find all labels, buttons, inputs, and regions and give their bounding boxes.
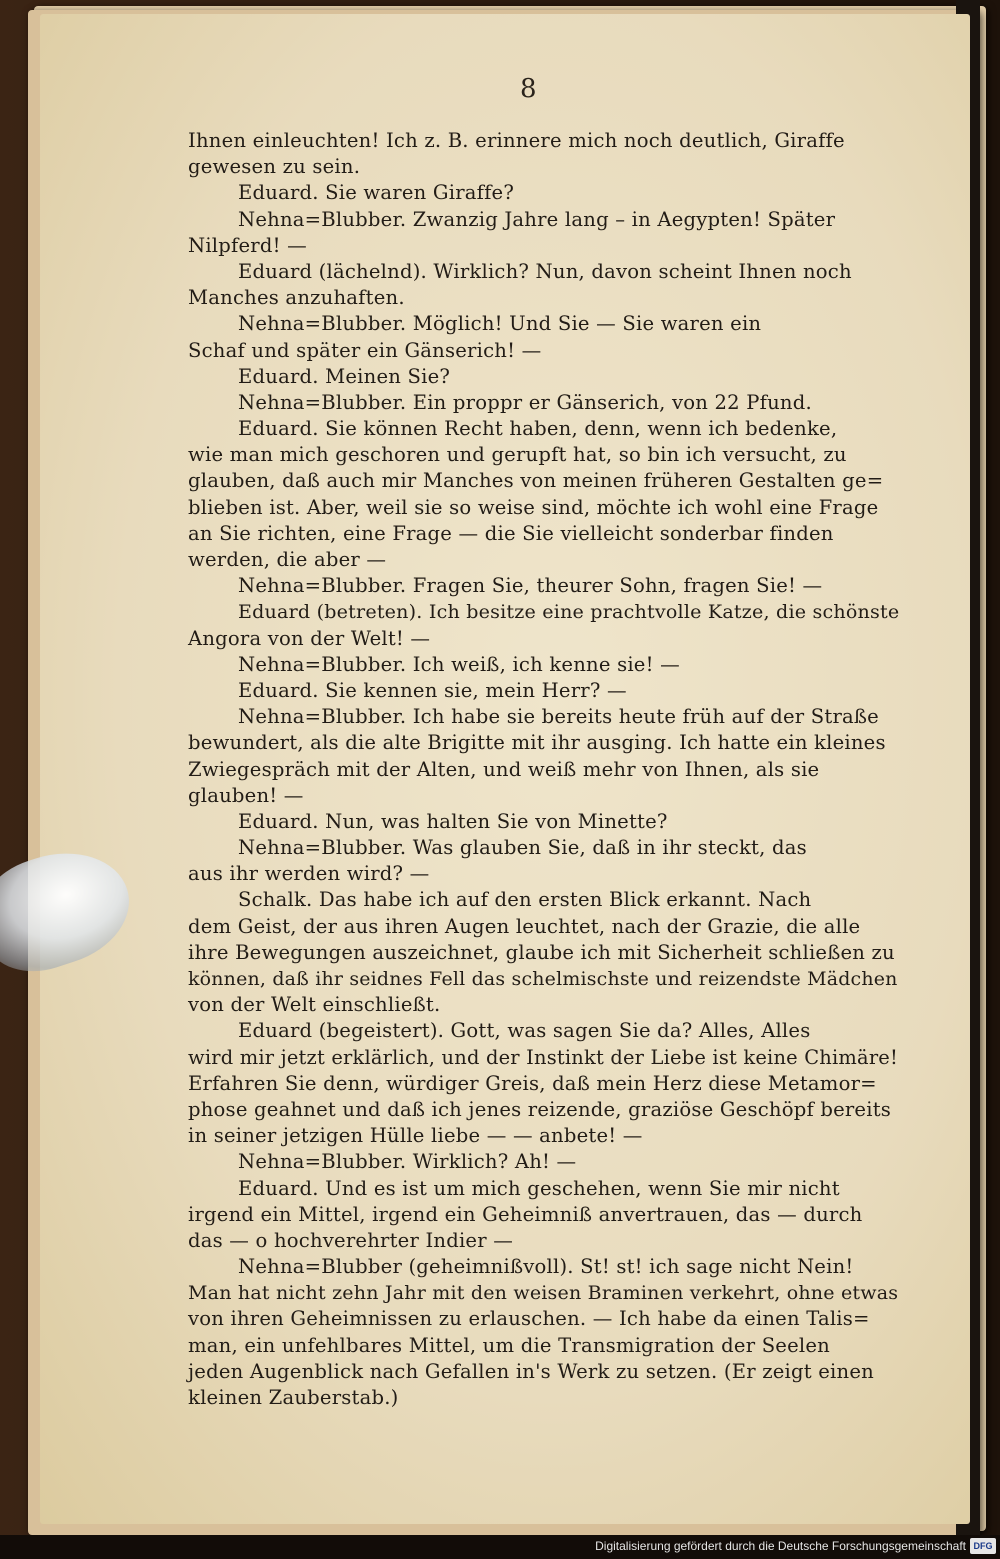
text-line: gewesen zu sein. [188, 155, 361, 179]
text-line: dem Geist, der aus ihren Augen leuchtet, nach der Grazie, die alle [188, 914, 861, 938]
text-line: Eduard. Sie waren Giraffe? [238, 181, 515, 205]
page-number: 8 [520, 74, 537, 104]
text-line: irgend ein Mittel, irgend ein Geheimniß anvertrauen, das — durch [188, 1202, 863, 1226]
text-line: Eduard (begeistert). Gott, was sagen Sie da? Alles, Alles [238, 1019, 811, 1043]
text-line: Nehna=Blubber. Fragen Sie, theurer Sohn, fragen Sie! — [238, 574, 823, 598]
text-line: phose geahnet und daß ich jenes reizende, graziöse Geschöpf bereits [188, 1097, 892, 1121]
text-line: Eduard (betreten). Ich besitze eine prachtvolle Katze, die schönste [238, 601, 900, 624]
text-line: Schaf und später ein Gänserich! — [188, 338, 542, 362]
text-line: Zwiegespräch mit der Alten, und weiß mehr von Ihnen, als sie [188, 757, 820, 781]
text-line: Erfahren Sie denn, würdiger Greis, daß mein Herz diese Metamor= [188, 1071, 877, 1095]
text-line: Nehna=Blubber. Zwanzig Jahre lang – in Aegypten! Später [238, 207, 836, 231]
text-line: kleinen Zauberstab.) [188, 1386, 399, 1409]
text-line: Eduard (lächelnd). Wirklich? Nun, davon scheint Ihnen noch [238, 259, 852, 283]
text-line: wird mir jetzt erklärlich, und der Instinkt der Liebe ist keine Chimäre! [188, 1045, 899, 1069]
text-line: Nehna=Blubber. Wirklich? Ah! — [238, 1150, 577, 1174]
text-line: glauben! — [188, 783, 304, 807]
text-line: Nehna=Blubber (geheimnißvoll). St! st! ich sage nicht Nein! [238, 1255, 854, 1279]
text-line: Eduard. Sie können Recht haben, denn, wenn ich bedenke, [238, 417, 838, 441]
funding-credit: Digitalisierung gefördert durch die Deutsche Forschungsgemeinschaft [595, 1539, 966, 1553]
text-line: können, daß ihr seidnes Fell das schelmischste und reizendste Mädchen [188, 968, 898, 990]
text-line: von der Welt einschließt. [188, 993, 441, 1017]
text-line: Nilpferd! — [188, 233, 307, 257]
text-line: Ihnen einleuchten! Ich z. B. erinnere mich noch deutlich, Giraffe [188, 129, 845, 152]
text-line: Eduard. Und es ist um mich geschehen, wenn Sie mir nicht [238, 1176, 840, 1200]
text-line: blieben ist. Aber, weil sie so weise sind, möchte ich wohl eine Frage [188, 495, 879, 519]
text-line: ihre Bewegungen auszeichnet, glaube ich mit Sicherheit schließen zu [188, 940, 895, 964]
text-line: in seiner jetzigen Hülle liebe — — anbete! — [188, 1124, 643, 1148]
text-line: man, ein unfehlbares Mittel, um die Transmigration der Seelen [188, 1333, 830, 1357]
text-line: Nehna=Blubber. Möglich! Und Sie — Sie waren ein [238, 312, 762, 336]
text-line: Nehna=Blubber. Was glauben Sie, daß in ihr steckt, das [238, 836, 807, 860]
text-line: werden, die aber — [188, 548, 387, 571]
text-line: Manches anzuhaften. [188, 286, 405, 310]
text-line: Nehna=Blubber. Ich weiß, ich kenne sie! — [238, 652, 680, 676]
text-line: Nehna=Blubber. Ein proppr er Gänserich, von 22 Pfund. [238, 390, 812, 414]
text-line: jeden Augenblick nach Gefallen in's Werk zu setzen. (Er zeigt einen [188, 1359, 874, 1383]
text-line: Nehna=Blubber. Ich habe sie bereits heute früh auf der Straße [238, 705, 879, 729]
text-line: Angora von der Welt! — [188, 626, 431, 650]
text-line: an Sie richten, eine Frage — die Sie vielleicht sonderbar finden [188, 521, 834, 545]
text-line: Eduard. Nun, was halten Sie von Minette? [238, 809, 668, 833]
footer-bar [0, 1535, 1000, 1559]
text-line: Man hat nicht zehn Jahr mit den weisen Braminen verkehrt, ohne etwas [188, 1282, 899, 1305]
text-line: glauben, daß auch mir Manches von meinen früheren Gestalten ge= [188, 469, 884, 493]
body-text [188, 128, 898, 1411]
text-line: Eduard. Sie kennen sie, mein Herr? — [238, 678, 627, 702]
text-line: wie man mich geschoren und gerupft hat, so bin ich versucht, zu [188, 443, 847, 467]
text-line: von ihren Geheimnissen zu erlauschen. — Ich habe da einen Talis= [188, 1307, 870, 1331]
text-line: das — o hochverehrter Indier — [188, 1228, 513, 1252]
text-line: bewundert, als die alte Brigitte mit ihr ausging. Ich hatte ein kleines [188, 731, 886, 755]
dfg-logo: DFG [970, 1538, 996, 1554]
text-line: aus ihr werden wird? — [188, 862, 430, 886]
text-line: Eduard. Meinen Sie? [238, 364, 451, 388]
text-line: Schalk. Das habe ich auf den ersten Blick erkannt. Nach [238, 888, 812, 912]
